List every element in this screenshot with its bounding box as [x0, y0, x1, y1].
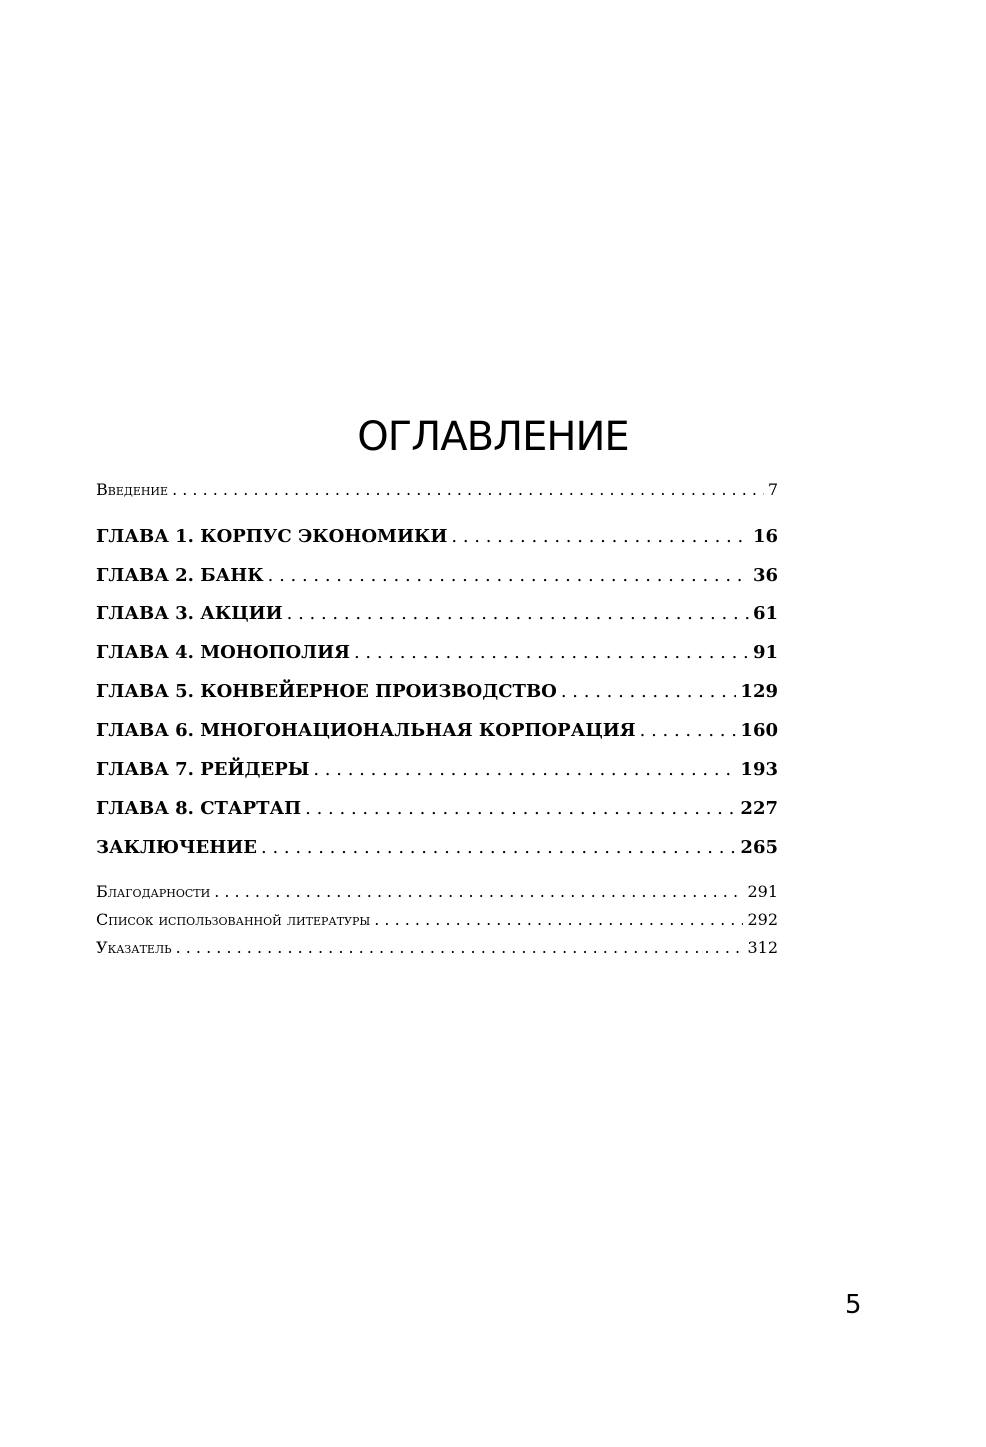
dot-leader: [374, 910, 743, 929]
dot-leader: [287, 603, 749, 624]
toc-entry-label: ГЛАВА 6. МНОГОНАЦИОНАЛЬНАЯ КОРПОРАЦИЯ: [96, 720, 636, 741]
toc-entry-page: 292: [747, 910, 778, 929]
dot-leader: [172, 480, 764, 499]
toc-entry-label: ГЛАВА 2. БАНК: [96, 565, 264, 586]
toc-entry-page: 227: [740, 798, 778, 819]
page-number: 5: [845, 1290, 862, 1320]
toc-entry-conclusion[interactable]: [96, 837, 778, 867]
toc-entry-label: ГЛАВА 7. РЕЙДЕРЫ: [96, 759, 310, 780]
toc-entry-label: ГЛАВА 8. СТАРТАП: [96, 798, 302, 819]
toc-entry-label: ЗАКЛЮЧЕНИЕ: [96, 837, 257, 858]
toc-entry-chapter-1[interactable]: [96, 526, 778, 556]
dot-leader: [561, 681, 737, 702]
toc-entry-page: 36: [752, 565, 778, 586]
toc-entry-label: Благодарности: [96, 882, 211, 901]
toc-entry-chapter-5[interactable]: [96, 681, 778, 711]
toc-entry-page: 7: [767, 480, 778, 499]
dot-leader: [640, 720, 737, 741]
toc-entry-chapter-8[interactable]: [96, 798, 778, 828]
toc-entry-chapter-4[interactable]: [96, 642, 778, 672]
toc-entry-bibliography[interactable]: [96, 910, 778, 940]
dot-leader: [214, 882, 743, 901]
toc-entry-page: 160: [740, 720, 778, 741]
toc-entry-chapter-7[interactable]: [96, 759, 778, 789]
toc-entry-label: ГЛАВА 1. КОРПУС ЭКОНОМИКИ: [96, 526, 448, 547]
toc-entry-introduction[interactable]: [96, 480, 778, 510]
toc-entry-page: 291: [747, 882, 778, 901]
dot-leader: [176, 938, 744, 957]
toc-entry-label: ГЛАВА 3. АКЦИИ: [96, 603, 283, 624]
toc-entry-page: 129: [740, 681, 778, 702]
contents-title: ОГЛАВЛЕНИЕ: [357, 414, 629, 460]
toc-entry-page: 61: [752, 603, 778, 624]
toc-entry-page: 16: [752, 526, 778, 547]
toc-entry-chapter-2[interactable]: [96, 565, 778, 595]
toc-entry-label: Список использованной литературы: [96, 910, 371, 929]
toc-entry-chapter-6[interactable]: [96, 720, 778, 750]
toc-entry-page: 91: [752, 642, 778, 663]
toc-entry-acknowledgements[interactable]: [96, 882, 778, 912]
toc-entry-label: Введение: [96, 480, 169, 499]
toc-entry-label: ГЛАВА 4. МОНОПОЛИЯ: [96, 642, 350, 663]
dot-leader: [305, 798, 736, 819]
toc-entry-page: 265: [740, 837, 778, 858]
toc-entry-index[interactable]: [96, 938, 778, 968]
toc-entry-label: Указатель: [96, 938, 172, 957]
dot-leader: [261, 837, 736, 858]
dot-leader: [313, 759, 736, 780]
toc-entry-label: ГЛАВА 5. КОНВЕЙЕРНОЕ ПРОИЗВОДСТВО: [96, 681, 557, 702]
toc-entry-page: 193: [740, 759, 778, 780]
dot-leader: [451, 526, 749, 547]
dot-leader: [354, 642, 749, 663]
toc-entry-chapter-3[interactable]: [96, 603, 778, 633]
dot-leader: [268, 565, 749, 586]
toc-entry-page: 312: [747, 938, 778, 957]
